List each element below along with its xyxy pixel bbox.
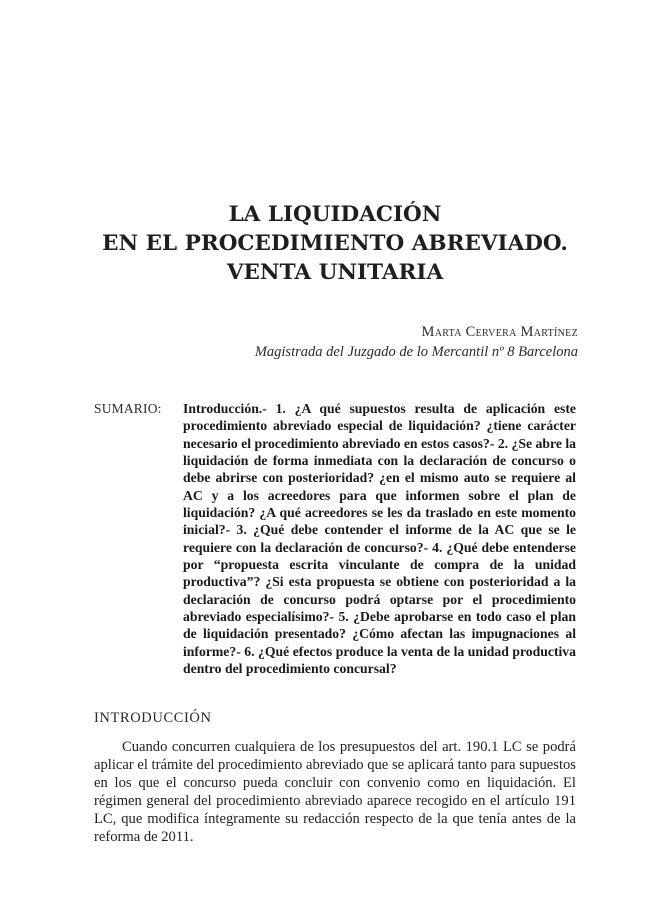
summary-label: SUMARIO: bbox=[94, 401, 162, 416]
title-line-1: LA LIQUIDACIÓN bbox=[228, 202, 442, 227]
title-line-3: VENTA UNITARIA bbox=[226, 260, 444, 285]
introduction-heading: INTRODUCCIÓN bbox=[94, 710, 212, 726]
author-block bbox=[255, 322, 578, 362]
summary-text: Introducción.- 1. ¿A qué supuestos resulta de aplicación este procedimiento abreviado especial de liquidación? ¿tiene carácter necesario el procedimiento abreviado en estos casos?- 2. ¿Se abre la liquidación de forma inmediata con la declaración de concurso o debe abrirse con posterioridad? ¿en el mismo auto se requiere al AC y a los acreedores para que informen sobre el plan de liquidación? ¿A qué acreedores se les da traslado en este momento inicial?- 3. ¿Qué debe contender el informe de la AC que se le requiere con la declaración de concurso?- 4. ¿Qué debe entenderse por “propuesta escrita vinculante de compra de la unidad productiva”? ¿Si esta propuesta se obtiene con posterioridad a la declaración de concurso podrá optarse por el procedimiento abreviado especialísimo?- 5. ¿Debe aprobarse en todo caso el plan de liquidación presentado? ¿Cómo afectan las impugnaciones al informe?- 6. ¿Qué efectos produce la venta de la unidad productiva dentro del procedimiento concursal? bbox=[183, 401, 576, 677]
introduction-paragraph: Cuando concurren cualquiera de los presupuestos del art. 190.1 LC se podrá aplicar el trámite del procedimiento abreviado que se aplicará tanto para supuestos en los que el concurso pueda concluir con convenio como en liquidación. El régimen general del procedimiento abreviado aparece recogido en el artículo 191 LC, que modifica íntegramente su redacción respecto de la que tenía antes de la reforma de 2011. bbox=[94, 739, 576, 846]
title-line-2: EN EL PROCEDIMIENTO ABREVIADO. bbox=[102, 231, 568, 256]
author-name: Marta Cervera Martínez bbox=[421, 324, 578, 340]
author-role: Magistrada del Juzgado de lo Mercantil nº 8 Barcelona bbox=[254, 344, 578, 360]
article-title bbox=[60, 200, 610, 287]
